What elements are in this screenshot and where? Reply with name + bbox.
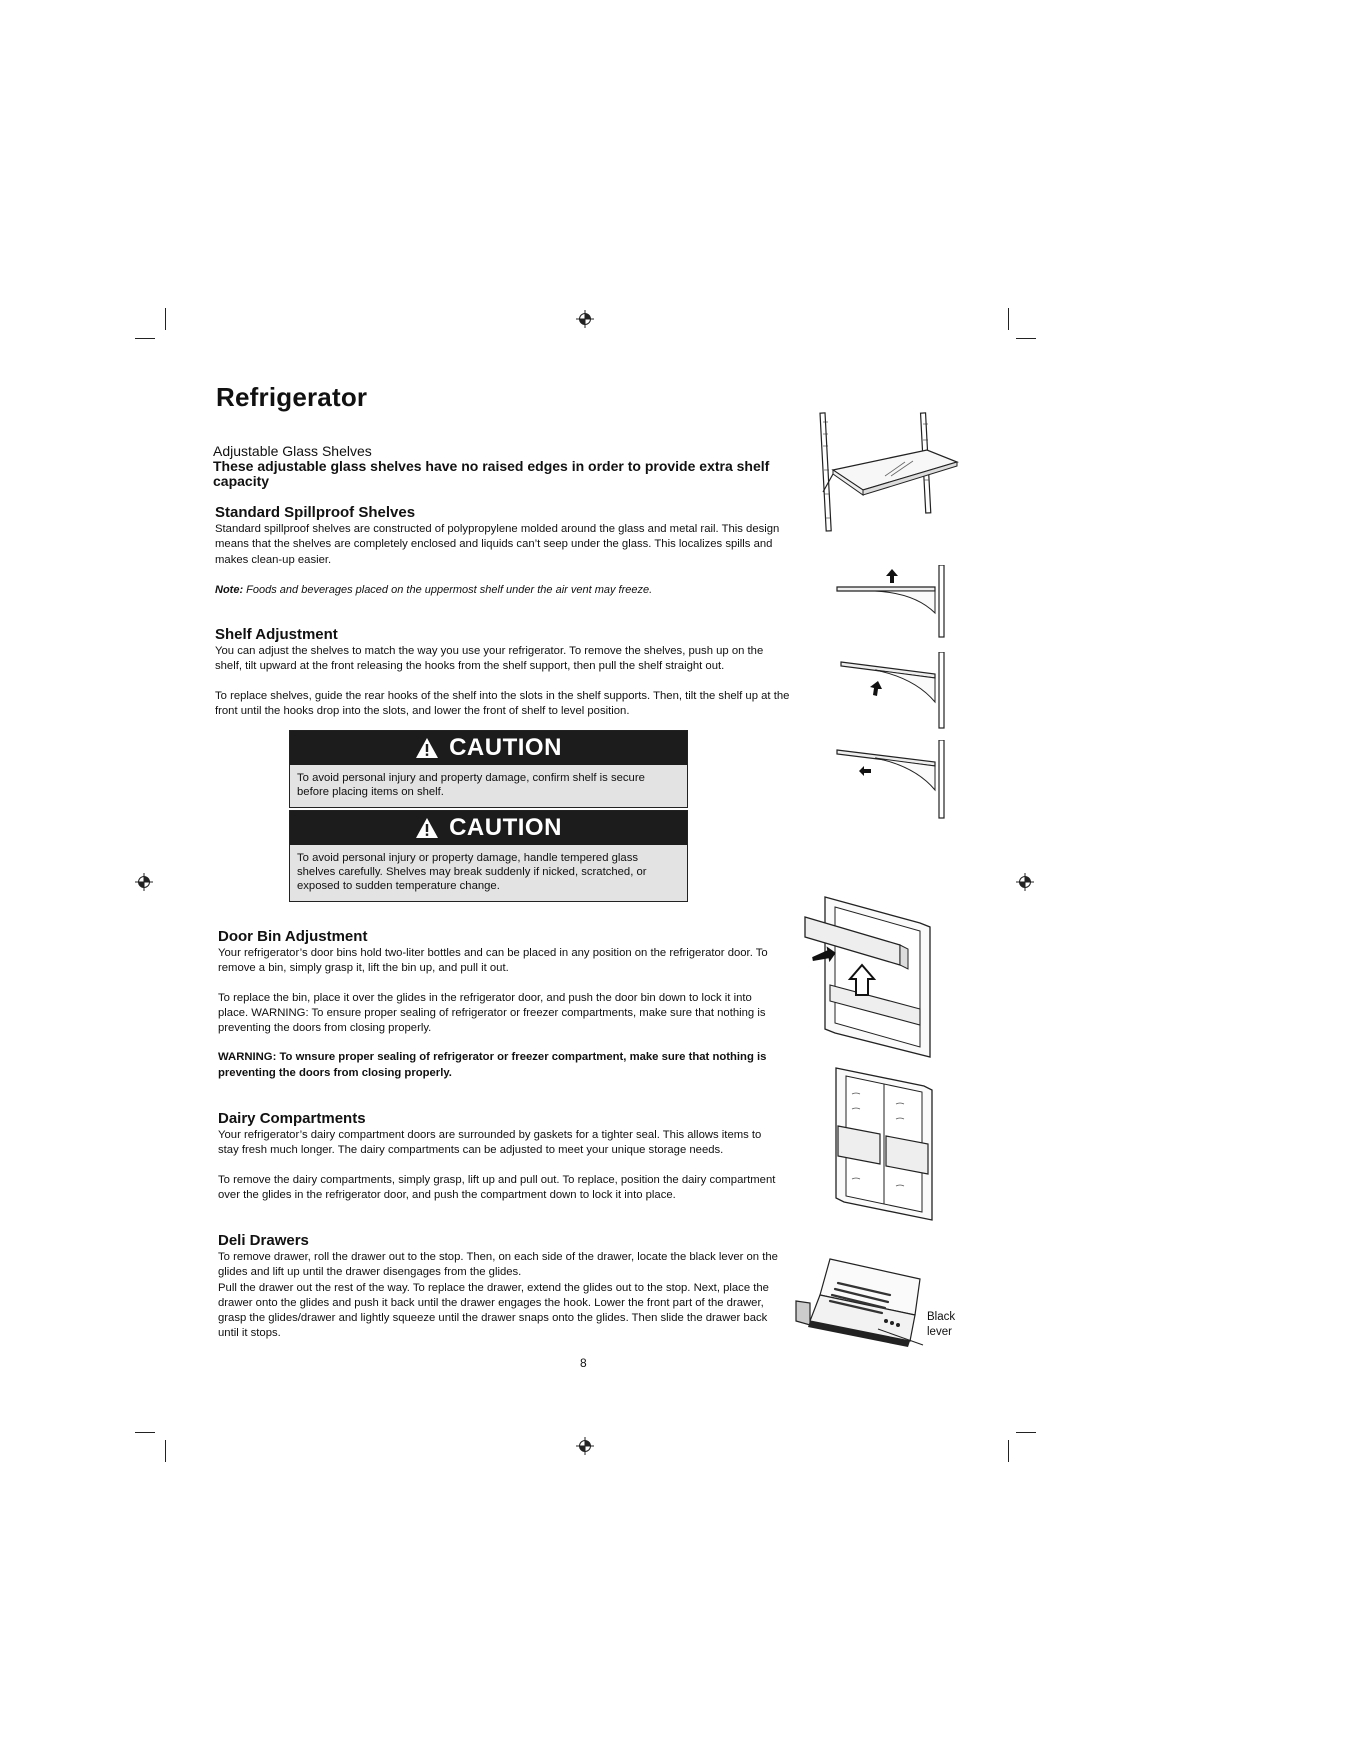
dairy-section [218, 1110, 783, 1203]
door-bin-illustration [800, 895, 935, 1060]
deli-para2: Pull the drawer out the rest of the way. To replace the drawer, extend the glides out to the stop. Next, place the drawer onto the glides and push it back until the drawer engages the hook. Lower the front part of the drawer, grasp the glides/drawer and lightly squeeze until the drawer snaps onto the glides. Then slide the drawer back until it stops. [218, 1281, 769, 1340]
glass-shelves-section [213, 444, 783, 489]
caution-title: CAUTION [449, 734, 562, 761]
caution-text: To avoid personal injury or property damage, handle tempered glass shelves carefully. Shelves may break suddenly if nicked, scratched, or exposed to sudden temperature change. [297, 852, 647, 892]
spillproof-heading: Standard Spillproof Shelves [215, 504, 416, 521]
crop-mark [165, 1440, 166, 1462]
black-lever-label [927, 1310, 955, 1340]
spillproof-section [215, 504, 780, 568]
glass-shelves-subheading: These adjustable glass shelves have no raised edges in order to provide extra shelf capacity [213, 458, 770, 489]
crop-mark [165, 308, 166, 330]
glass-shelves-heading: Adjustable Glass Shelves [213, 443, 372, 459]
caution-header [290, 731, 687, 765]
lever-label-line1: Black [927, 1311, 956, 1323]
deli-drawer-illustration [790, 1255, 925, 1355]
crop-mark [1008, 1440, 1009, 1462]
registration-mark-icon [135, 873, 153, 891]
spillproof-note [215, 583, 780, 598]
note-text: Foods and beverages placed on the uppermost shelf under the air vent may freeze. [243, 584, 653, 596]
shelf-adjustment-para1: You can adjust the shelves to match the way you use your refrigerator. To remove the shelves, push up on the shelf, tilt upward at the front releasing the hooks from the shelf support, then pull the shelf straight out. [215, 645, 764, 673]
caution-box [289, 730, 688, 808]
registration-mark-icon [576, 310, 594, 328]
door-bin-section [218, 928, 783, 1081]
shelf-adjustment-section [215, 626, 790, 719]
glass-shelf-illustration [815, 410, 960, 535]
spillproof-body: Standard spillproof shelves are constructed of polypropylene molded around the glass and metal rail. This design means that the shelves are completely enclosed and liquids can’t seep under the glass. This localizes spills and makes clean-up easier. [215, 523, 780, 566]
shelf-adjustment-para2: To replace shelves, guide the rear hooks of the shelf into the slots in the shelf supports. Then, tilt the shelf up at the front until the hooks drop into the slots, and lower the front of shelf to level position. [215, 689, 790, 717]
caution-title: CAUTION [449, 814, 562, 841]
registration-mark-icon [576, 1437, 594, 1455]
deli-heading: Deli Drawers [218, 1232, 309, 1249]
page-title: Refrigerator [216, 382, 368, 412]
crop-mark [135, 338, 155, 339]
door-bin-para1: Your refrigerator’s door bins hold two-liter bottles and can be placed in any position on the refrigerator door. To remove a bin, simply grasp it, lift the bin up, and pull it out. [218, 947, 768, 975]
registration-mark-icon [1016, 873, 1034, 891]
shelf-step-3-illustration [835, 740, 950, 820]
door-bin-heading: Door Bin Adjustment [218, 928, 368, 945]
crop-mark [135, 1432, 155, 1433]
warning-triangle-icon [415, 737, 439, 759]
caution-header [290, 811, 687, 845]
caution-box [289, 810, 688, 902]
crop-mark [1016, 338, 1036, 339]
note-label: Note: [215, 584, 244, 596]
dairy-para2: To remove the dairy compartments, simply grasp, lift up and pull out. To replace, position the dairy compartment over the glides in the refrigerator door, and push the compartment down to lock it into place. [218, 1173, 776, 1201]
dairy-para1: Your refrigerator’s dairy compartment doors are surrounded by gaskets for a tighter seal. This allows items to stay fresh much longer. The dairy compartments can be adjusted to meet your unique storage needs. [218, 1129, 762, 1157]
dairy-heading: Dairy Compartments [218, 1110, 366, 1127]
crop-mark [1016, 1432, 1036, 1433]
page-number: 8 [580, 1356, 587, 1370]
deli-para1: To remove drawer, roll the drawer out to the stop. Then, on each side of the drawer, locate the black lever on the glides and lift up until the drawer disengages from the glides. [218, 1251, 778, 1279]
crop-mark [1008, 308, 1009, 330]
warning-triangle-icon [415, 817, 439, 839]
dairy-compartment-illustration [832, 1064, 937, 1224]
lever-label-line2: lever [927, 1326, 952, 1338]
door-bin-warning: WARNING: To wnsure proper sealing of refrigerator or freezer compartment, make sure that nothing is preventing the doors from closing properly. [218, 1051, 767, 1079]
door-bin-para2: To replace the bin, place it over the glides in the refrigerator door, and push the door bin down to lock it into place. WARNING: To ensure proper sealing of refrigerator or freezer compartments, make sure that nothing is preventing the doors from closing properly. [218, 991, 766, 1035]
shelf-step-1-illustration [835, 565, 950, 640]
shelf-adjustment-heading: Shelf Adjustment [215, 626, 338, 643]
shelf-step-2-illustration [835, 652, 950, 730]
deli-section [218, 1232, 778, 1342]
caution-text: To avoid personal injury and property damage, confirm shelf is secure before placing items on shelf. [297, 772, 645, 798]
